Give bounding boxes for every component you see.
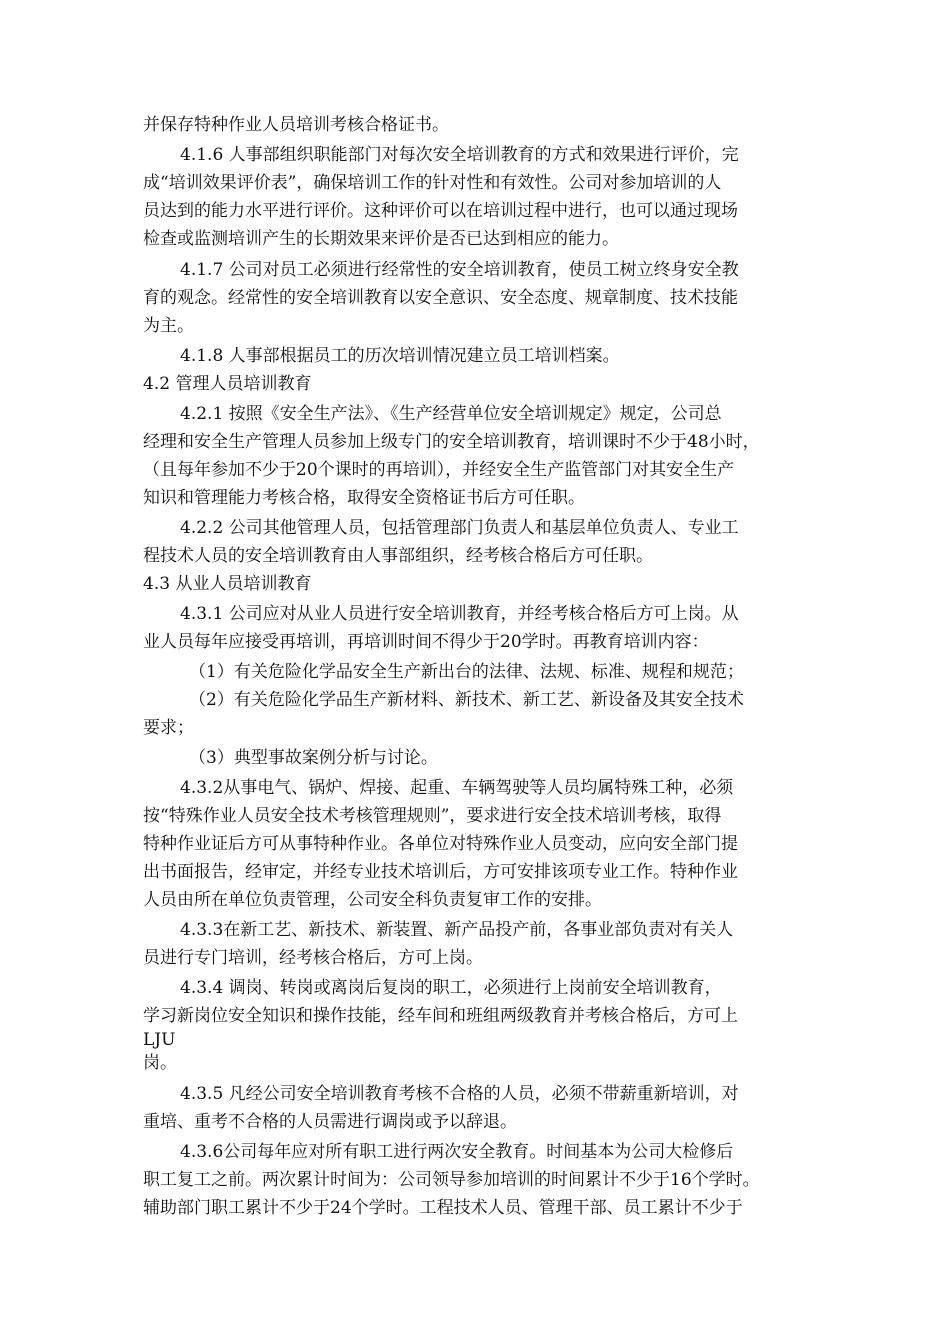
text-line: （且每年参加不少于20个课时的再培训），并经安全生产监管部门对其安全生产 <box>143 460 735 480</box>
text-line: 员达到的能力水平进行评价。这种评价可以在培训过程中进行，也可以通过现场 <box>143 201 738 221</box>
text-line: 特种作业证后方可从事特种作业。各单位对特殊作业人员变动，应向安全部门提 <box>143 834 738 854</box>
text-line: 出书面报告，经审定，并经专业技术培训后，方可安排该项专业工作。特种作业 <box>143 862 738 882</box>
text-line: 4.1.6 人事部组织职能部门对每次安全培训教育的方式和效果进行评价，完 <box>180 145 739 165</box>
list-item: （2）有关危险化学品生产新材料、新技术、新工艺、新设备及其安全技术 <box>189 690 744 710</box>
text-line: 要求； <box>143 718 194 738</box>
text-line: 程技术人员的安全培训教育由人事部组织，经考核合格后方可任职。 <box>143 546 653 566</box>
text-line: 4.1.8 人事部根据员工的历次培训情况建立员工培训档案。 <box>180 346 620 366</box>
text-line: 4.3.2从事电气、锅炉、焊接、起重、车辆驾驶等人员均属特殊工种，必须 <box>180 778 734 798</box>
text-line: 按“特殊作业人员安全技术考核管理规则”，要求进行安全技术培训考核，取得 <box>143 806 722 826</box>
text-line: 成“培训效果评价表”，确保培训工作的针对性和有效性。公司对参加培训的人 <box>143 173 722 193</box>
list-item: （1）有关危险化学品安全生产新出台的法律、法规、标准、规程和规范； <box>189 662 744 682</box>
text-line: 4.3.3在新工艺、新技术、新装置、新产品投产前，各事业部负责对有关人 <box>180 920 734 940</box>
text-line: 4.3.1 公司应对从业人员进行安全培训教育，并经考核合格后方可上岗。从 <box>180 604 739 624</box>
text-line: 4.2.2 公司其他管理人员，包括管理部门负责人和基层单位负责人、专业工 <box>180 518 739 538</box>
text-line: 重培、重考不合格的人员需进行调岗或予以辞退。 <box>143 1112 517 1132</box>
section-heading: 4.2 管理人员培训教育 <box>143 374 312 394</box>
text-line: 经理和安全生产管理人员参加上级专门的安全培训教育，培训课时不少于48小时， <box>143 432 760 452</box>
text-line: LJU <box>143 1030 176 1050</box>
list-item: （3）典型事故案例分析与讨论。 <box>189 748 438 768</box>
text-line: 学习新岗位安全知识和操作技能，经车间和班组两级教育并考核合格后，方可上 <box>143 1006 738 1026</box>
text-line: 业人员每年应接受再培训，再培训时间不得少于20学时。再教育培训内容： <box>143 632 709 652</box>
text-line: 人员由所在单位负责管理，公司安全科负责复审工作的安排。 <box>143 890 602 910</box>
text-line: 员进行专门培训，经考核合格后，方可上岗。 <box>143 948 483 968</box>
text-line: 4.3.5 凡经公司安全培训教育考核不合格的人员，必须不带薪重新培训，对 <box>180 1084 739 1104</box>
text-line: 4.1.7 公司对员工必须进行经常性的安全培训教育，使员工树立终身安全教 <box>180 260 739 280</box>
text-line: 4.3.6公司每年应对所有职工进行两次安全教育。时间基本为公司大检修后 <box>180 1142 734 1162</box>
text-line: 并保存特种作业人员培训考核合格证书。 <box>143 115 449 135</box>
section-heading: 4.3 从业人员培训教育 <box>143 574 312 594</box>
text-line: 职工复工之前。两次累计时间为：公司领导参加培训的时间累计不少于16个学时。 <box>143 1170 760 1190</box>
text-line: 知识和管理能力考核合格，取得安全资格证书后方可任职。 <box>143 488 585 508</box>
text-line: 辅助部门职工累计不少于24个学时。工程技术人员、管理干部、员工累计不少于 <box>143 1198 743 1218</box>
text-line: 育的观念。经常性的安全培训教育以安全意识、安全态度、规章制度、技术技能 <box>143 288 738 308</box>
text-line: 4.2.1 按照《安全生产法》、《生产经营单位安全培训规定》规定，公司总 <box>180 404 722 424</box>
text-line: 4.3.4 调岗、转岗或离岗后复岗的职工，必须进行上岗前安全培训教育， <box>180 978 722 998</box>
text-line: 岗。 <box>143 1053 177 1073</box>
text-line: 为主。 <box>143 316 194 336</box>
text-line: 检查或监测培训产生的长期效果来评价是否已达到相应的能力。 <box>143 229 619 249</box>
